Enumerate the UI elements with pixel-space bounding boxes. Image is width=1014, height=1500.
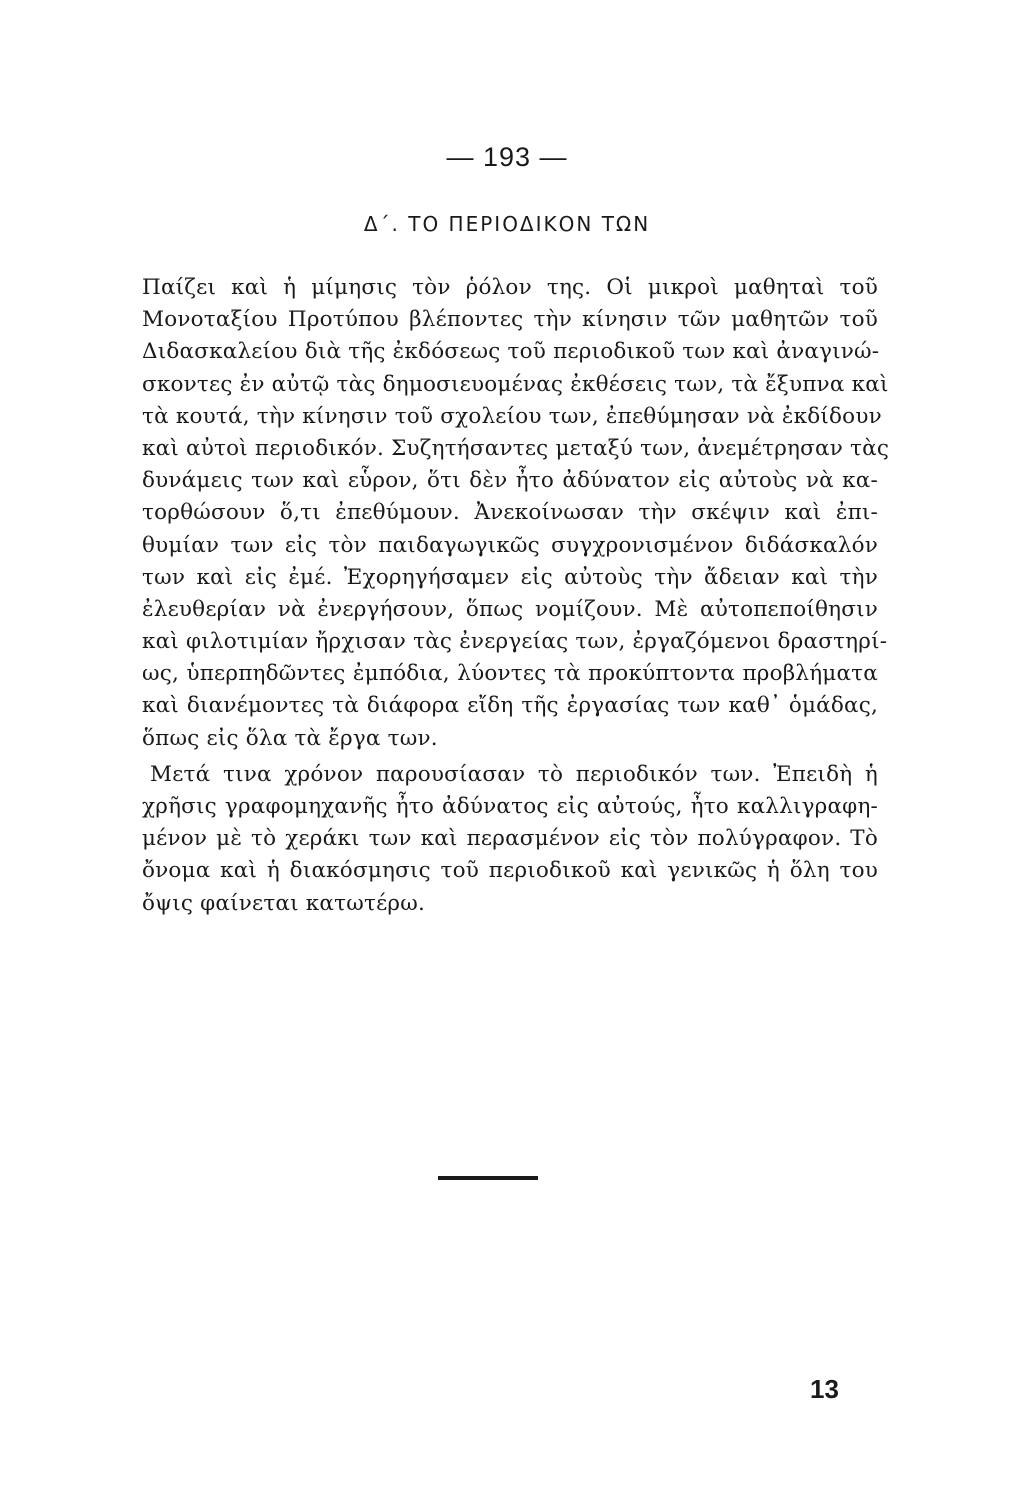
page-number: — 193 — <box>446 142 568 172</box>
section-end-rule <box>438 1176 538 1180</box>
text-line: ὄψις φαίνεται κατωτέρω. <box>142 890 426 916</box>
text-line: καὶ αὐτοὶ περιοδικόν. Συζητήσαντες μεταξύ των, ἀνεμέτρησαν τὰς <box>142 435 890 461</box>
body-text <box>142 272 890 920</box>
text-line: χρῆσις γραφομηχανῆς ἦτο ἀδύνατος εἰς αὐτούς, ἦτο καλλιγραφη- <box>142 794 878 819</box>
text-line: θυμίαν των εἰς τὸν παιδαγωγικῶς συγχρονισμένον διδάσκαλόν <box>142 532 878 558</box>
text-line: καὶ διανέμοντες τὰ διάφορα εἴδη τῆς ἐργασίας των καθ᾽ ὁμάδας, <box>142 693 878 719</box>
text-line: ὄνομα καὶ ἡ διακόσμησις τοῦ περιοδικοῦ καὶ γενικῶς ἡ ὅλη του <box>142 858 878 884</box>
text-line: ως, ὑπερπηδῶντες ἐμπόδια, λύοντες τὰ προκύπτοντα προβλήματα <box>142 661 878 687</box>
text-line: δυνάμεις των καὶ εὗρον, ὅτι δὲν ἦτο ἀδύνατον εἰς αὐτοὺς νὰ κα- <box>142 468 878 494</box>
text-line: μένον μὲ τὸ χεράκι των καὶ περασμένον εἰς τὸν πολύγραφον. Τὸ <box>142 826 878 852</box>
paragraph-2 <box>142 759 878 920</box>
text-line: Μονοταξίου Προτύπου βλέποντες τὴν κίνησιν τῶν μαθητῶν τοῦ <box>142 307 878 333</box>
chapter-title: Δ΄. ΤΟ ΠΕΡΙΟΔΙΚΟΝ ΤΩΝ <box>363 212 651 236</box>
text-line: Διδασκαλείου διὰ τῆς ἐκδόσεως τοῦ περιοδικοῦ των καὶ ἀναγινώ- <box>142 339 880 365</box>
text-line: των καὶ εἰς ἐμέ. Ἐχορηγήσαμεν εἰς αὐτοὺς τὴν ἄδειαν καὶ τὴν <box>142 564 878 590</box>
text-line: Μετά τινα χρόνον παρουσίασαν τὸ περιοδικόν των. Ἐπειδὴ ἡ <box>150 761 878 787</box>
text-line: σκοντες ἐν αὐτῷ τὰς δημοσιευομένας ἐκθέσεις των, τὰ ἔξυπνα καὶ <box>142 371 889 397</box>
text-line: ἐλευθερίαν νὰ ἐνεργήσουν, ὅπως νομίζουν. Μὲ αὐτοπεποίθησιν <box>142 596 878 622</box>
paragraph-1 <box>142 272 890 755</box>
text-line: ὅπως εἰς ὅλα τὰ ἔργα των. <box>142 725 438 751</box>
text-line: τορθώσουν ὅ,τι ἐπεθύμουν. Ἀνεκοίνωσαν τὴν σκέψιν καὶ ἐπι- <box>142 500 878 526</box>
book-page-number: 13 <box>810 1374 839 1404</box>
text-line: καὶ φιλοτιμίαν ἤρχισαν τὰς ἐνεργείας των, ἐργαζόμενοι δραστηρί- <box>142 629 888 655</box>
text-line: τὰ κουτά, τὴν κίνησιν τοῦ σχολείου των, ἐπεθύμησαν νὰ ἐκδίδουν <box>142 403 882 429</box>
text-line: Παίζει καὶ ἡ μίμησις τὸν ῥόλον της. Οἱ μικροὶ μαθηταὶ τοῦ <box>142 275 878 300</box>
